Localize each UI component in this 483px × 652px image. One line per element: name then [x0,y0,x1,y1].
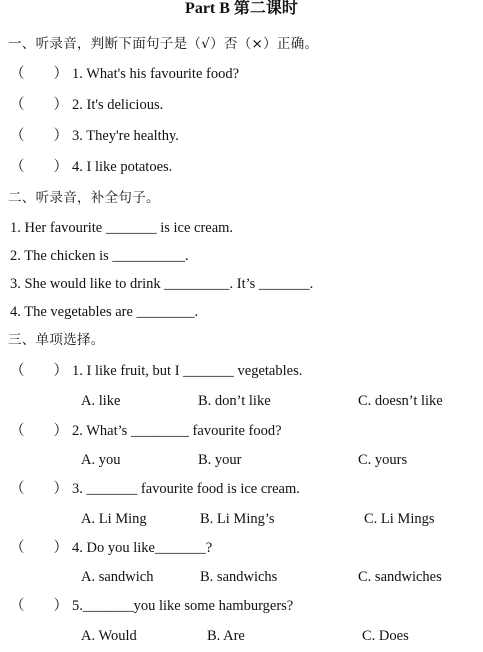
option-a[interactable]: A. you [81,452,121,468]
judge-text: 3. They're healthy. [72,128,179,144]
page-title: Part B 第二课时 [185,0,298,17]
judge-item-1 [10,64,239,84]
answer-paren[interactable]: （ ） [10,423,68,439]
choice-question-2 [10,421,282,441]
option-b[interactable]: B. Are [207,628,245,644]
choice-question-1 [10,361,302,381]
choice-question-4 [10,538,212,558]
option-a[interactable]: A. sandwich [81,569,154,585]
answer-paren[interactable]: （ ） [10,481,68,497]
question-text: 4. Do you like_______? [72,540,213,556]
option-a[interactable]: A. like [81,393,121,409]
fill-item-2[interactable]: 2. The chicken is __________. [10,248,189,264]
fill-item-3[interactable]: 3. She would like to drink _________. It’s _______. [10,276,314,292]
option-b[interactable]: B. your [198,452,242,468]
answer-paren[interactable]: （ ） [10,598,68,614]
option-a[interactable]: A. Would [81,628,137,644]
choice-question-5 [10,596,293,616]
fill-item-4[interactable]: 4. The vegetables are ________. [10,304,199,320]
judge-text: 4. I like potatoes. [72,159,173,175]
answer-paren[interactable]: （ ） [10,128,68,144]
option-b[interactable]: B. Li Ming’s [200,511,275,527]
option-c[interactable]: C. yours [358,452,408,468]
option-c[interactable]: C. Does [362,628,409,644]
option-c[interactable]: C. Li Mings [364,511,435,527]
section-1-heading: 一、听录音，判断下面句子是（√）否（×）正确。 [8,36,319,52]
option-c[interactable]: C. doesn’t like [358,393,443,409]
section-3-heading: 三、单项选择。 [8,332,105,348]
question-text: 2. What’s ________ favourite food? [72,423,282,439]
option-b[interactable]: B. don’t like [198,393,271,409]
judge-item-4 [10,157,172,177]
question-text: 3. _______ favourite food is ice cream. [72,481,300,497]
judge-item-2 [10,95,163,115]
judge-item-3 [10,126,179,146]
answer-paren[interactable]: （ ） [10,363,68,379]
option-b[interactable]: B. sandwichs [200,569,278,585]
judge-text: 1. What's his favourite food? [72,66,240,82]
question-text: 1. I like fruit, but I _______ vegetables. [72,363,303,379]
answer-paren[interactable]: （ ） [10,97,68,113]
answer-paren[interactable]: （ ） [10,540,68,556]
choice-question-3 [10,479,300,499]
answer-paren[interactable]: （ ） [10,66,68,82]
fill-item-1[interactable]: 1. Her favourite _______ is ice cream. [10,220,234,236]
option-a[interactable]: A. Li Ming [81,511,147,527]
section-2-heading: 二、听录音，补全句子。 [8,190,160,206]
question-text: 5._______you like some hamburgers? [72,598,294,614]
answer-paren[interactable]: （ ） [10,159,68,175]
judge-text: 2. It's delicious. [72,97,164,113]
option-c[interactable]: C. sandwiches [358,569,442,585]
